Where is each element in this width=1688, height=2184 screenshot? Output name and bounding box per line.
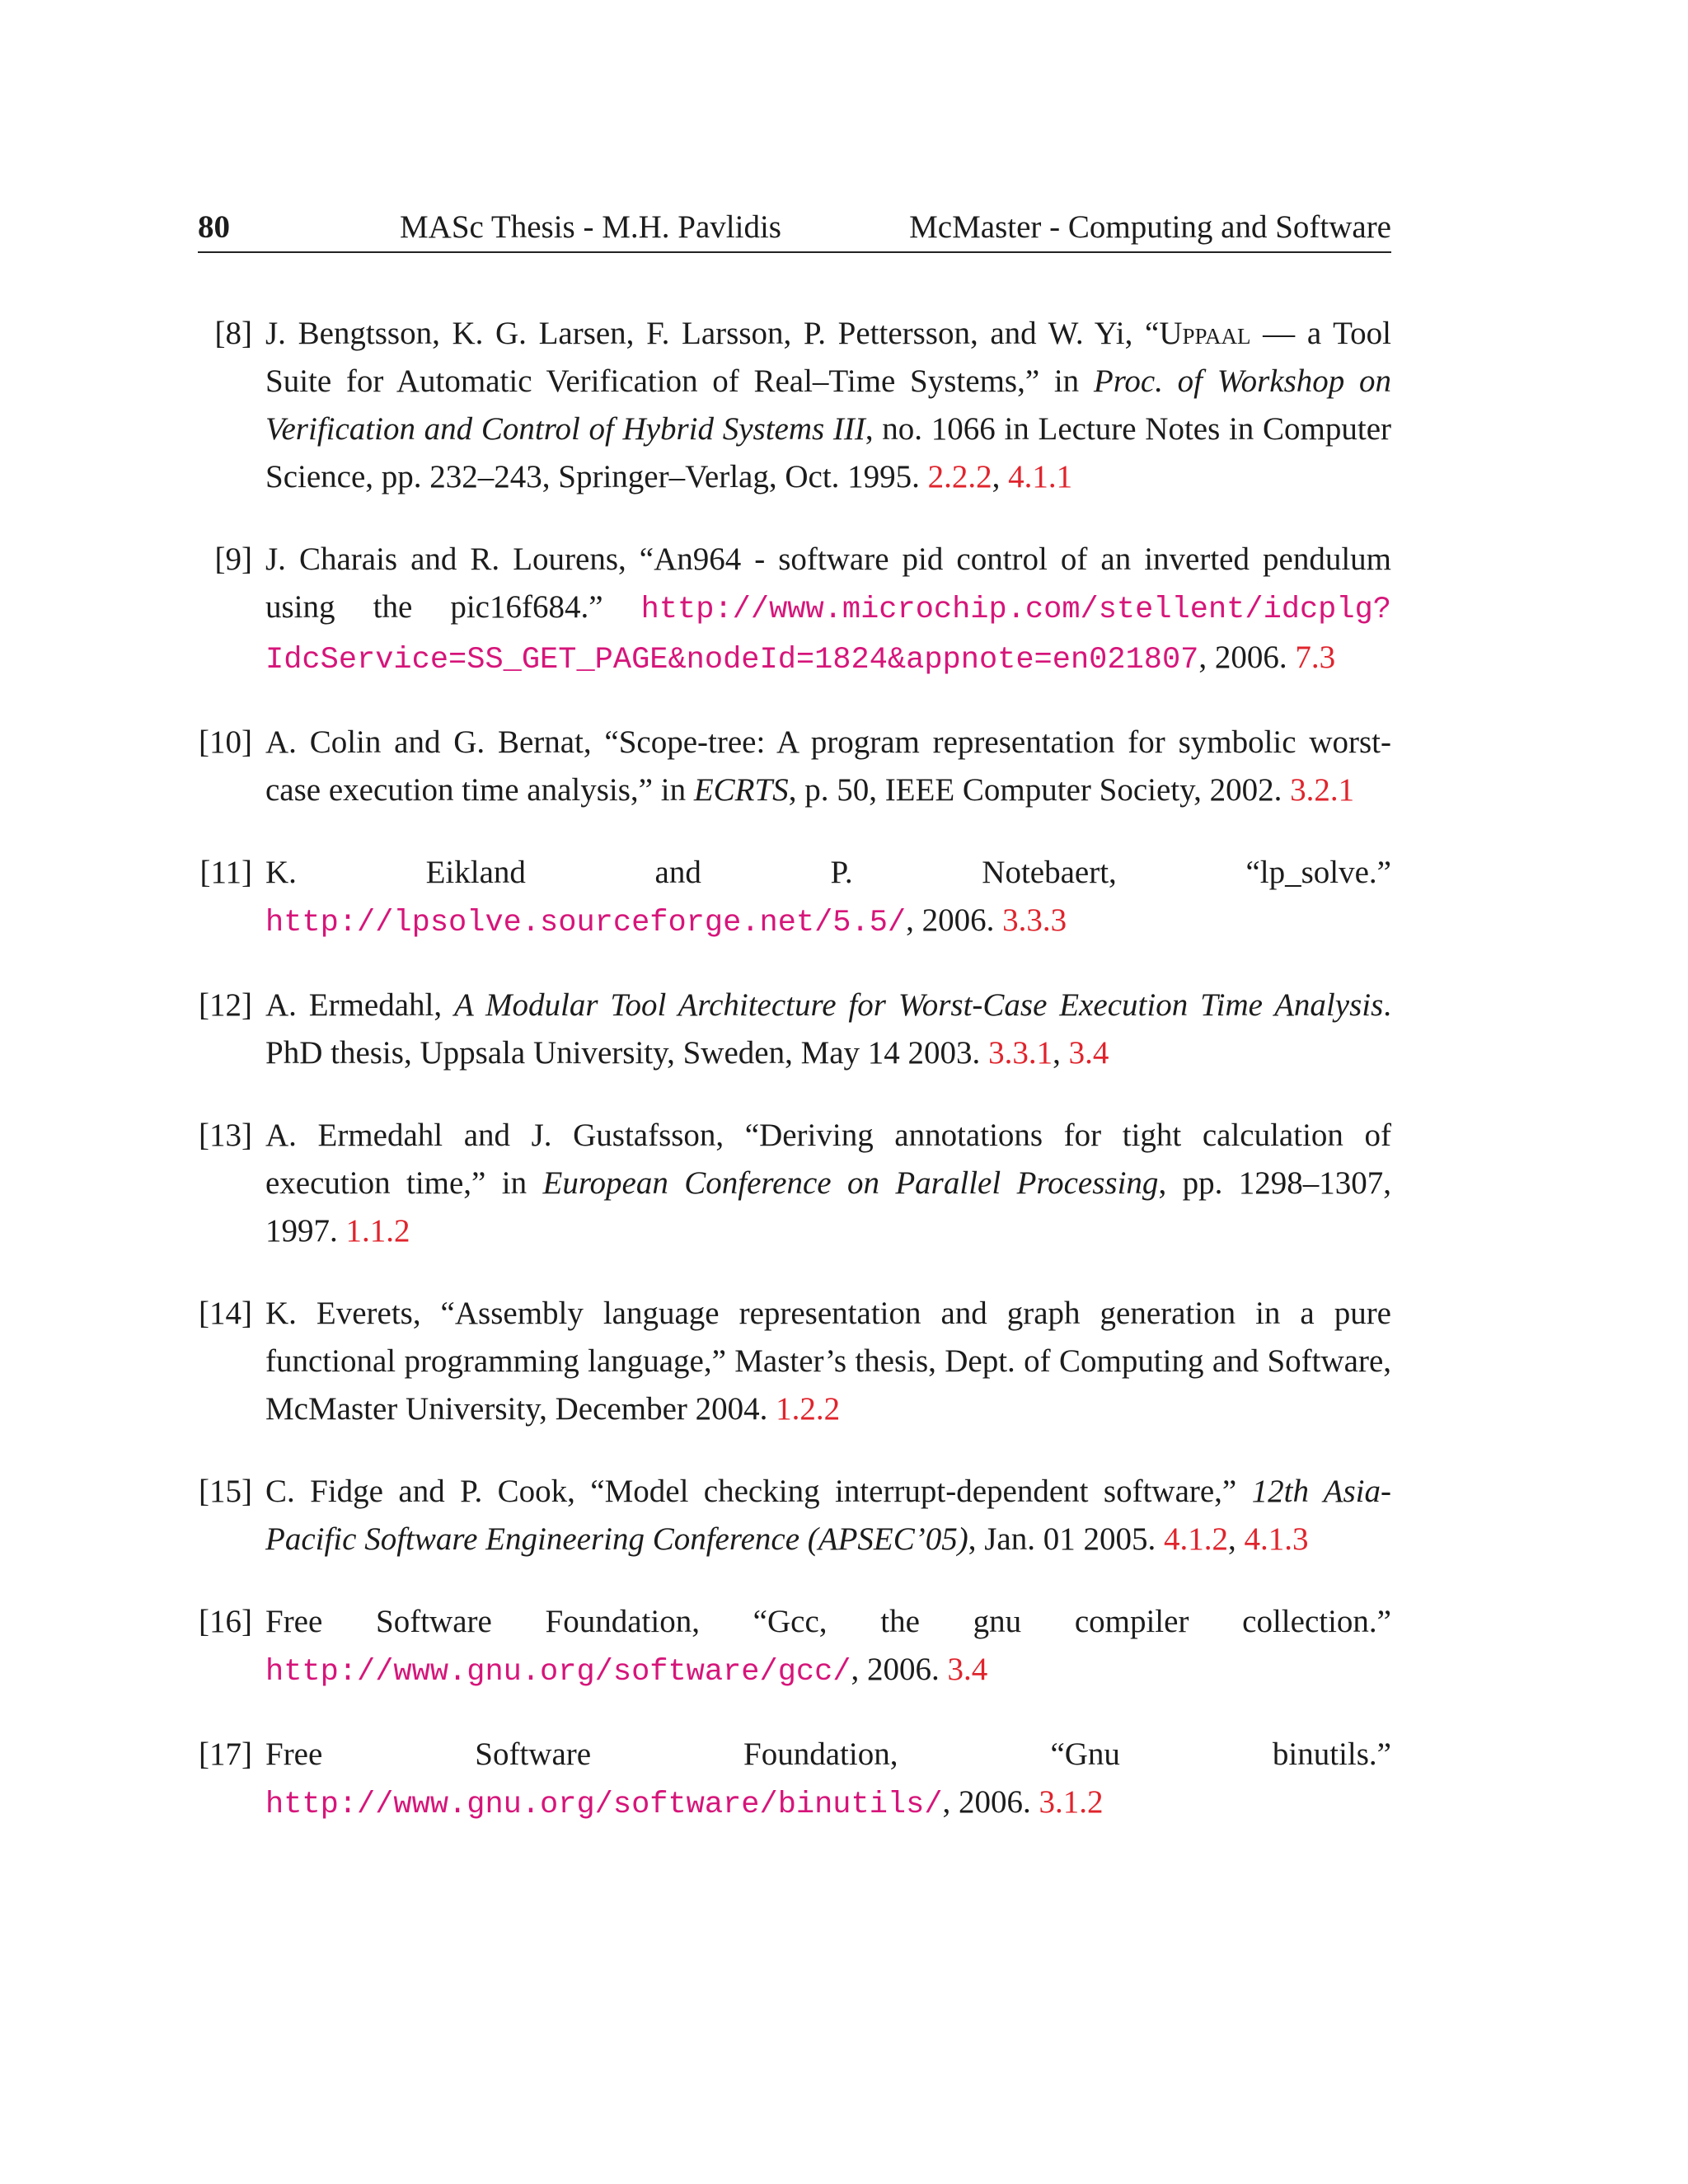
reference-text: , pp. 1298–1307, 1997. [265,1165,1391,1249]
reference-item [198,310,1391,501]
reference-text: , 2006. [1198,640,1296,675]
reference-label: [16] [199,1604,252,1639]
reference-venue: ECRTS [693,772,789,808]
section-crossref-link[interactable]: 4.1.2 [1163,1521,1228,1557]
reference-url-link[interactable]: http://lpsolve.sourceforge.net/5.5/ [265,906,907,940]
reference-text: , 2006. [942,1784,1039,1820]
reference-venue: 12th Asia-Pacific Software Engineering Conference (APSEC’05) [265,1474,1391,1557]
reference-item [198,1731,1391,1829]
reference-text: , p. 50, IEEE Computer Society, 2002. [788,772,1291,808]
reference-venue: Proc. of Workshop on Verification and Control of Hybrid Systems III [265,363,1391,447]
reference-list [198,310,1391,1863]
reference-label: [12] [199,987,252,1023]
reference-url-link[interactable]: http://www.gnu.org/software/binutils/ [265,1788,943,1822]
reference-text: J. Bengtsson, K. G. Larsen, F. Larsson, P. Pettersson, and W. Yi, “ [265,316,1160,351]
section-crossref-link[interactable]: 3.4 [1068,1035,1109,1071]
section-crossref-link[interactable]: 1.2.2 [776,1391,841,1427]
page-header [198,209,1391,253]
section-crossref-link[interactable]: 4.1.1 [1008,459,1073,494]
reference-separator: , [992,459,1009,494]
reference-text: Free Software Foundation, “Gcc, the gnu compiler collection.” [265,1604,1391,1639]
tool-name: Uppaal [1159,316,1251,351]
reference-url-link[interactable]: http://www.gnu.org/software/gcc/ [265,1655,851,1690]
reference-text: Free Software Foundation, “Gnu binutils.” [265,1736,1391,1772]
reference-item [198,982,1391,1077]
reference-label: [9] [214,541,252,577]
reference-item [198,1290,1391,1433]
reference-text: . PhD thesis, Uppsala University, Sweden, May 14 2003. [265,987,1392,1071]
reference-text: — a Tool Suite for Automatic Verification of Real–Time Systems,” in [265,316,1392,399]
reference-text: K. Everets, “Assembly language representation and graph generation in a pure functional programming language,” Master’s thesis, Dept. of Computing and Software, McMaster University, December 2004. [265,1296,1391,1427]
reference-item [198,1598,1391,1696]
reference-separator: , [1053,1035,1069,1071]
reference-text: , Jan. 01 2005. [968,1521,1164,1557]
reference-text: , 2006. [906,902,1003,938]
reference-item [198,1112,1391,1255]
reference-url-link[interactable]: http://www.microchip.com/stellent/idcplg?IdcService=SS_GET_PAGE&nodeId=1824&appnote=en021807 [265,593,1391,677]
section-crossref-link[interactable]: 7.3 [1295,640,1336,675]
reference-venue: European Conference on Parallel Processing [542,1165,1159,1201]
section-crossref-link[interactable]: 4.1.3 [1244,1521,1309,1557]
reference-text: A. Ermedahl, [265,987,455,1023]
reference-text: , 2006. [851,1652,948,1687]
reference-text: A. Ermedahl and J. Gustafsson, “Deriving annotations for tight calculation of execution time,” in [265,1118,1391,1201]
header-thesis-title: MASc Thesis - M.H. Pavlidis [400,209,781,245]
reference-label: [11] [199,855,252,890]
reference-text: A. Colin and G. Bernat, “Scope-tree: A program representation for symbolic worst-case execution time analysis,” in [265,724,1391,808]
reference-item [198,536,1391,684]
reference-item [198,849,1391,947]
section-crossref-link[interactable]: 2.2.2 [927,459,992,494]
reference-label: [13] [199,1118,252,1153]
reference-label: [17] [199,1736,252,1772]
reference-text: , no. 1066 in Lecture Notes in Computer Science, pp. 232–243, Springer–Verlag, Oct. 1995. [265,411,1391,494]
reference-label: [8] [214,316,252,351]
reference-text: J. Charais and R. Lourens, “An964 - software pid control of an inverted pendulum using the pic16f684.” [265,541,1391,625]
reference-separator: , [1227,1521,1245,1557]
section-crossref-link[interactable]: 1.1.2 [345,1213,410,1249]
reference-text: K. Eikland and P. Notebaert, “lp_solve.” [265,855,1391,890]
header-department: McMaster - Computing and Software [909,209,1391,245]
section-crossref-link[interactable]: 3.4 [947,1652,988,1687]
reference-title: A Modular Tool Architecture for Worst-Case Execution Time Analysis [454,987,1384,1023]
reference-label: [14] [199,1296,252,1331]
section-crossref-link[interactable]: 3.2.1 [1290,772,1355,808]
section-crossref-link[interactable]: 3.3.1 [988,1035,1053,1071]
page-number: 80 [198,209,230,245]
section-crossref-link[interactable]: 3.3.3 [1002,902,1067,938]
section-crossref-link[interactable]: 3.1.2 [1039,1784,1104,1820]
reference-item [198,1468,1391,1563]
reference-label: [10] [199,724,252,760]
reference-item [198,719,1391,814]
reference-text: C. Fidge and P. Cook, “Model checking interrupt-dependent software,” [265,1474,1252,1509]
reference-label: [15] [199,1474,252,1509]
